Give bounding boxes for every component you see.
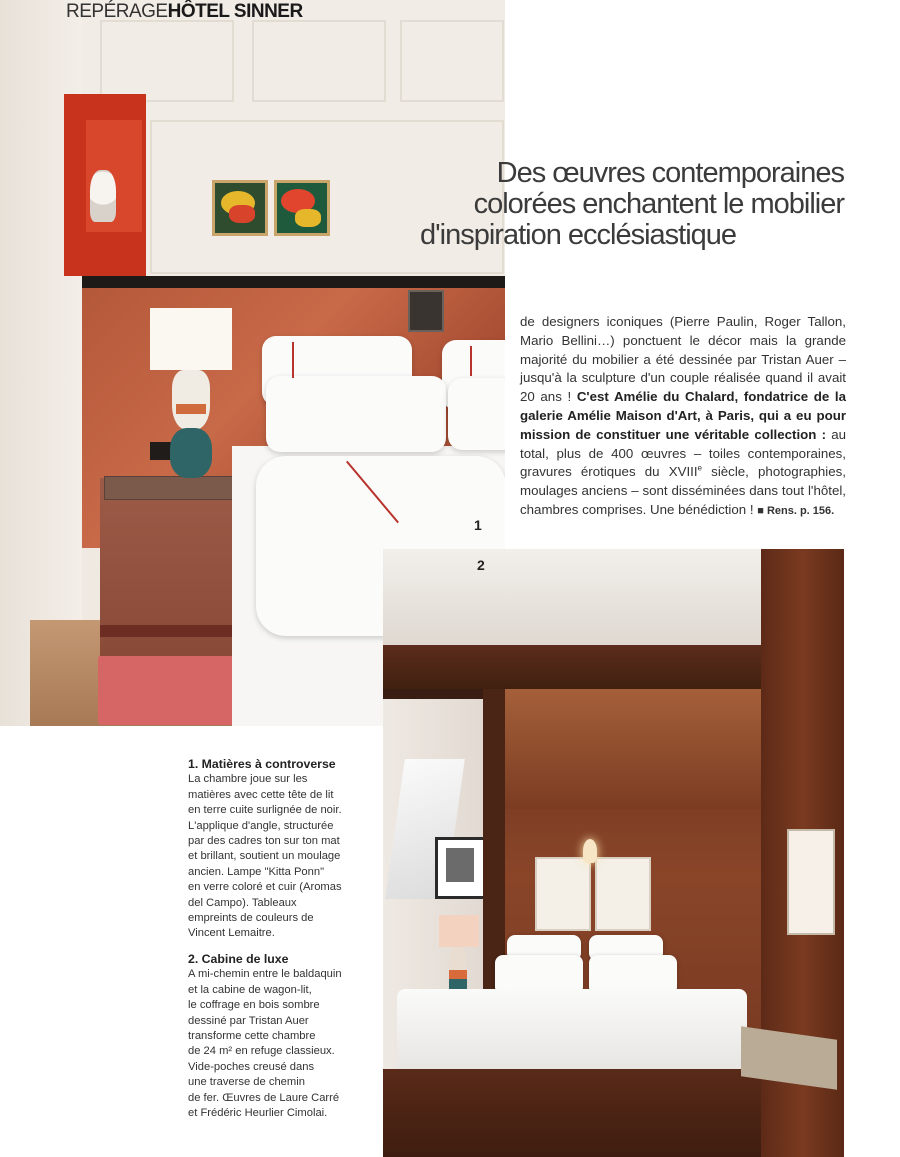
ornament-sculpture <box>90 170 116 222</box>
caption-line: transforme cette chambre <box>188 1029 316 1042</box>
pendant-light <box>583 839 597 863</box>
lamp-shade <box>439 915 479 947</box>
pillow-trim <box>292 342 294 378</box>
body-text: siècle, photographies, moulages anciens – sont disséminées dans tout l'hôtel, chambres comprises. Une bénédiction ! <box>520 464 846 517</box>
bedside-table-top <box>104 476 236 500</box>
caption-title: 2. Cabine de luxe <box>188 951 289 966</box>
caption-line: La chambre joue sur les <box>188 773 308 786</box>
caption-line: del Campo). Tableaux <box>188 896 297 909</box>
rug <box>98 655 248 725</box>
bed <box>397 989 747 1073</box>
painting <box>274 180 330 236</box>
lamp-shade <box>150 308 232 370</box>
body-text: de designers iconiques (Pierre Paulin, Roger Tallon, Mario Bellini…) ponctuent le décor mais la grande majorité du mobilier a été dessinée par Tristan Auer – jusqu'à la sculpture d'un couple réalisée quand il avait 20 ans ! <box>520 314 846 405</box>
artwork <box>535 857 591 931</box>
painting <box>212 180 268 236</box>
photo-number: 1 <box>474 517 482 533</box>
title-line: d'inspiration ecclésiastique <box>420 219 737 251</box>
caption-2 <box>188 952 358 1121</box>
title-line: Des œuvres contemporaines <box>496 157 844 189</box>
lamp-base <box>172 370 210 430</box>
caption-line: ancien. Lampe "Kitta Ponn" <box>188 865 325 878</box>
caption-line: et la cabine de wagon-lit, <box>188 983 312 996</box>
caption-line: une traverse de chemin <box>188 1076 305 1089</box>
pillow-trim <box>470 346 472 376</box>
photo-cabin <box>383 549 844 1157</box>
body-text: au total, plus de 400 œuvres – toiles contemporaines, gravures érotiques du XVIII <box>520 426 847 480</box>
caption-line: de fer. Œuvres de Laure Carré <box>188 1091 340 1104</box>
title-line: colorées enchantent le mobilier <box>473 188 844 220</box>
caption-line: le coffrage en bois sombre <box>188 999 320 1012</box>
caption-title: 1. Matières à controverse <box>188 757 336 771</box>
caption-line: empreints de couleurs de <box>188 912 314 925</box>
lamp-base-glass <box>170 428 212 478</box>
lamp-base-ring <box>176 404 206 414</box>
caption-line: Vincent Lemaitre. <box>188 927 275 940</box>
caption-line: en verre coloré et cuir (Aromas <box>188 881 342 894</box>
bedside-table-band <box>100 625 234 637</box>
caption-line: dessiné par Tristan Auer <box>188 1014 309 1027</box>
caption-line: et Frédéric Heurlier Cimolai. <box>188 1106 328 1119</box>
wall-molding <box>400 20 504 102</box>
artwork <box>595 857 651 931</box>
caption-line: matières avec cette tête de lit <box>188 788 334 801</box>
wall-molding <box>252 20 386 102</box>
caption-line: et brillant, soutient un moulage <box>188 850 341 863</box>
caption-line: par des cadres ton sur ton mat <box>188 835 340 848</box>
caption-line: L'applique d'angle, structurée <box>188 819 334 832</box>
article-body <box>520 313 846 521</box>
wall-sconce <box>408 290 444 332</box>
superscript: e <box>697 463 702 473</box>
caption-line: A mi-chemin entre le baldaquin <box>188 968 342 981</box>
wall-molding <box>100 20 234 102</box>
caption-1 <box>188 757 358 942</box>
wood-footboard <box>383 1069 761 1157</box>
caption-line: Vide-poches creusé dans <box>188 1060 315 1073</box>
pillow <box>266 376 446 452</box>
framed-drawing <box>787 829 835 935</box>
pillow <box>448 378 505 450</box>
header-kicker: REPÉRAGE <box>66 1 168 22</box>
photo-number: 2 <box>477 557 485 573</box>
page-reference: ■ Rens. p. 156. <box>757 504 835 517</box>
caption-line: en terre cuite surlignée de noir. <box>188 804 342 817</box>
article-title <box>400 158 844 251</box>
alcove-ceiling <box>505 689 761 809</box>
body-bold-text: C'est Amélie du Chalard, fondatrice de la galerie Amélie Maison d'Art, à Paris, qui a eu pour mission de constituer une véritable collection : <box>520 389 847 442</box>
headboard-black-trim <box>82 276 505 288</box>
photo-captions <box>188 757 358 1131</box>
section-header <box>66 0 303 24</box>
header-hotel-name: HÔTEL SINNER <box>167 1 303 22</box>
caption-line: de 24 m² en refuge classieux. <box>188 1045 335 1058</box>
